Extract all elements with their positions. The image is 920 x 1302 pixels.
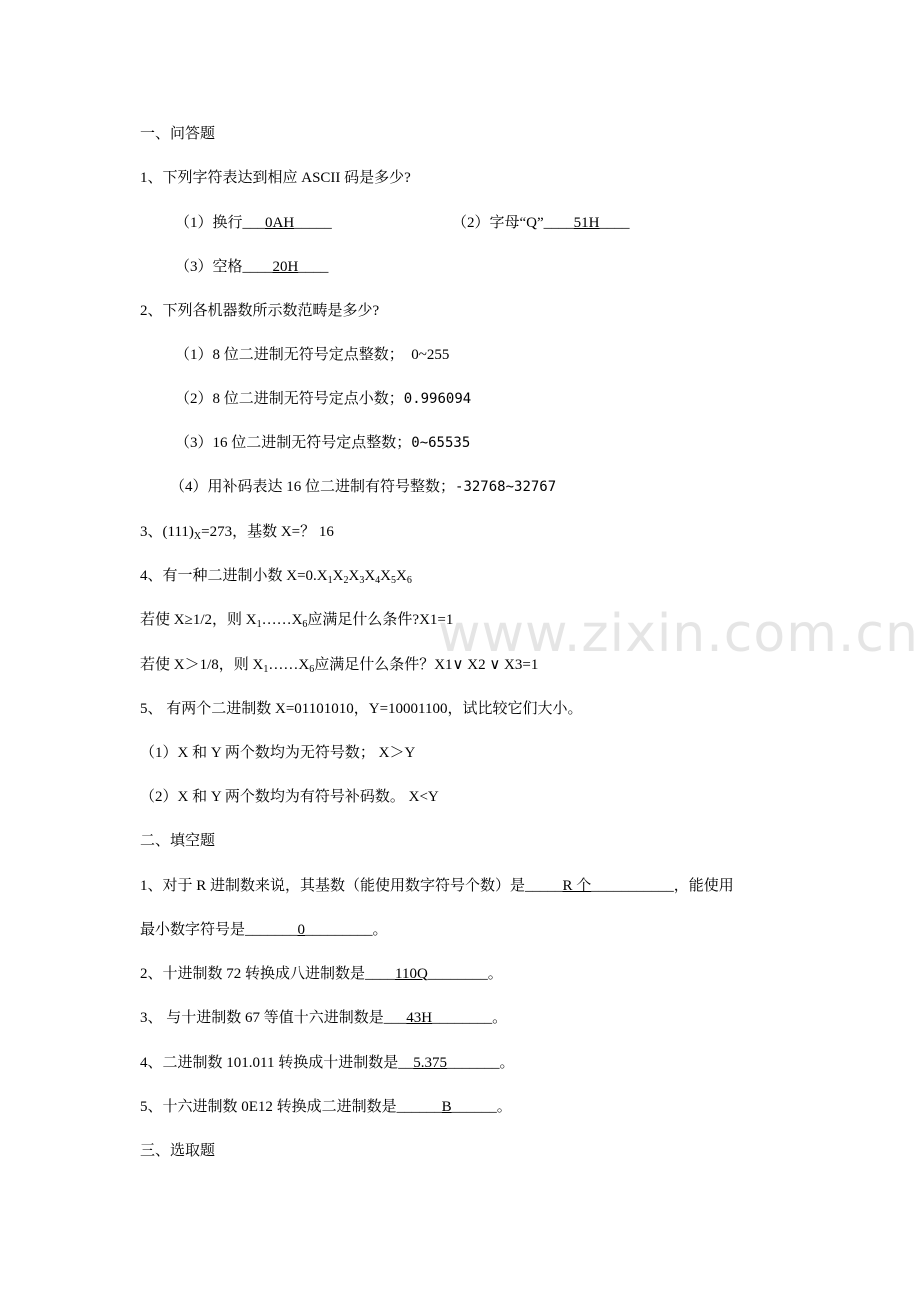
answer: -32768~32767 [455, 479, 557, 495]
blank: _____ [525, 878, 563, 894]
answer: R 个 [562, 878, 592, 894]
fill-suffix: 。 [499, 1055, 515, 1071]
watermark: www.zixin.com.cn [438, 604, 919, 664]
blank: ________ [427, 966, 488, 982]
question-4-title [140, 566, 412, 586]
question-1c-label: （3）空格 [175, 259, 243, 275]
answer: 110Q [395, 966, 428, 982]
answer: 0~255 [411, 347, 450, 363]
question-1c [175, 257, 328, 277]
fill-question-4 [140, 1053, 514, 1073]
subscript: 1 [263, 664, 269, 675]
answer: 5.375 [413, 1055, 447, 1071]
blank: _______ [245, 922, 298, 938]
subscript: 6 [406, 575, 412, 586]
fill-prefix: 最小数字符号是 [140, 922, 246, 938]
section-heading-qa: 一、问答题 [140, 126, 216, 142]
fill-prefix: 1、对于 R 进制数来说，其基数（能使用数字符号个数）是 [140, 878, 526, 894]
fill-suffix: 。 [487, 966, 503, 982]
question-2b-label: （2）8 位二进制无符号定点小数； [175, 391, 404, 407]
fill-suffix: 。 [496, 1099, 512, 1115]
fill-question-3 [140, 1008, 507, 1028]
question-2c-label: （3）16 位二进制无符号定点整数； [175, 435, 412, 451]
var-x: X [316, 568, 328, 584]
question-5b: （2）X 和 Y 两个数均为有符号补码数。 X<Y [140, 789, 439, 805]
fill-question-5 [140, 1097, 512, 1117]
question-4-prefix: 4、有一种二进制小数 X=0. [140, 568, 317, 584]
question-2c [175, 433, 470, 453]
answer: 43H [406, 1010, 433, 1026]
subscript: 4 [375, 575, 381, 586]
fill-prefix: 5、十六进制数 0E12 转换成二进制数是 [140, 1099, 397, 1115]
var-x: X [396, 568, 407, 584]
blank: _________ [305, 922, 373, 938]
subscript: 6 [302, 619, 308, 630]
question-2d-label: （4）用补码表达 16 位二进制有符号整数； [170, 479, 456, 495]
fill-prefix: 3、 与十进制数 67 等值十六进制数是 [140, 1010, 384, 1026]
var-x: X [364, 568, 376, 584]
condition-mid: ……X [261, 612, 303, 628]
subscript: 1 [327, 575, 333, 586]
answer: B [441, 1099, 452, 1115]
fill-suffix: 。 [372, 922, 388, 938]
question-4-condition-1 [140, 610, 453, 630]
question-2d [170, 477, 556, 497]
question-2a-label: （1）8 位二进制无符号定点整数； [175, 347, 404, 363]
blank: ____ [298, 259, 329, 275]
fill-question-1-cont [140, 920, 388, 940]
question-1-title: 1、下列字符表达到相应 ASCII 码是多少? [140, 170, 411, 186]
blank: _______ [446, 1055, 500, 1071]
fill-prefix: 2、十进制数 72 转换成八进制数是 [140, 966, 366, 982]
question-1b-label: （2）字母“Q” [452, 215, 544, 231]
blank: ____ [365, 966, 396, 982]
question-3-prefix: 3、(111) [140, 524, 194, 540]
fill-question-1 [140, 876, 734, 896]
blank: ____ [599, 215, 630, 231]
blank: _____ [294, 215, 332, 231]
var-x: X [380, 568, 392, 584]
answer: 0AH [265, 215, 295, 231]
blank: ___ [242, 215, 266, 231]
condition-prefix: 若使 X＞1/8，则 X [140, 657, 264, 673]
blank: ____ [543, 215, 574, 231]
blank: ______ [396, 1099, 442, 1115]
condition-answer: 应满足什么条件?X1=1 [307, 612, 454, 628]
question-3-suffix: =273，基数 X=？ 16 [201, 524, 334, 540]
blank: ___ [383, 1010, 407, 1026]
question-1b [452, 213, 630, 233]
question-1a [175, 213, 332, 233]
answer: 0.996094 [403, 391, 472, 407]
blank: ____ [242, 259, 273, 275]
question-2b [175, 389, 471, 409]
subscript: 5 [391, 575, 397, 586]
answer: 51H [573, 215, 600, 231]
question-1a-label: （1）换行 [175, 215, 243, 231]
fill-suffix: 。 [492, 1010, 508, 1026]
blank: ______ [451, 1099, 497, 1115]
answer: 0 [297, 922, 306, 938]
question-4-condition-2 [140, 655, 538, 675]
answer: 0~65535 [411, 435, 471, 451]
question-5a: （1）X 和 Y 两个数均为无符号数； X＞Y [140, 745, 416, 761]
fill-prefix: 4、二进制数 101.011 转换成十进制数是 [140, 1055, 399, 1071]
condition-mid: ……X [268, 657, 310, 673]
subscript: 1 [256, 619, 262, 630]
answer: 20H [272, 259, 299, 275]
subscript: 2 [343, 575, 349, 586]
subscript: X [193, 531, 202, 542]
subscript: 6 [309, 664, 315, 675]
section-heading-choice: 三、选取题 [140, 1143, 216, 1159]
fill-question-2 [140, 964, 503, 984]
condition-prefix: 若使 X≥1/2，则 X [140, 612, 257, 628]
subscript: 3 [359, 575, 365, 586]
question-2a [175, 345, 449, 365]
section-heading-fill: 二、填空题 [140, 833, 216, 849]
condition-answer: 应满足什么条件？X1∨ X2 ∨ X3=1 [314, 657, 539, 673]
question-3 [140, 522, 334, 542]
blank: ___________ [591, 878, 674, 894]
blank: __ [398, 1055, 414, 1071]
var-x: X [348, 568, 360, 584]
question-5-title: 5、 有两个二进制数 X=01101010，Y=10001100，试比较它们大小。 [140, 701, 583, 717]
fill-suffix: ，能使用 [673, 878, 734, 894]
var-x: X [332, 568, 344, 584]
question-2-title: 2、下列各机器数所示数范畴是多少? [140, 303, 380, 319]
blank: ________ [432, 1010, 493, 1026]
